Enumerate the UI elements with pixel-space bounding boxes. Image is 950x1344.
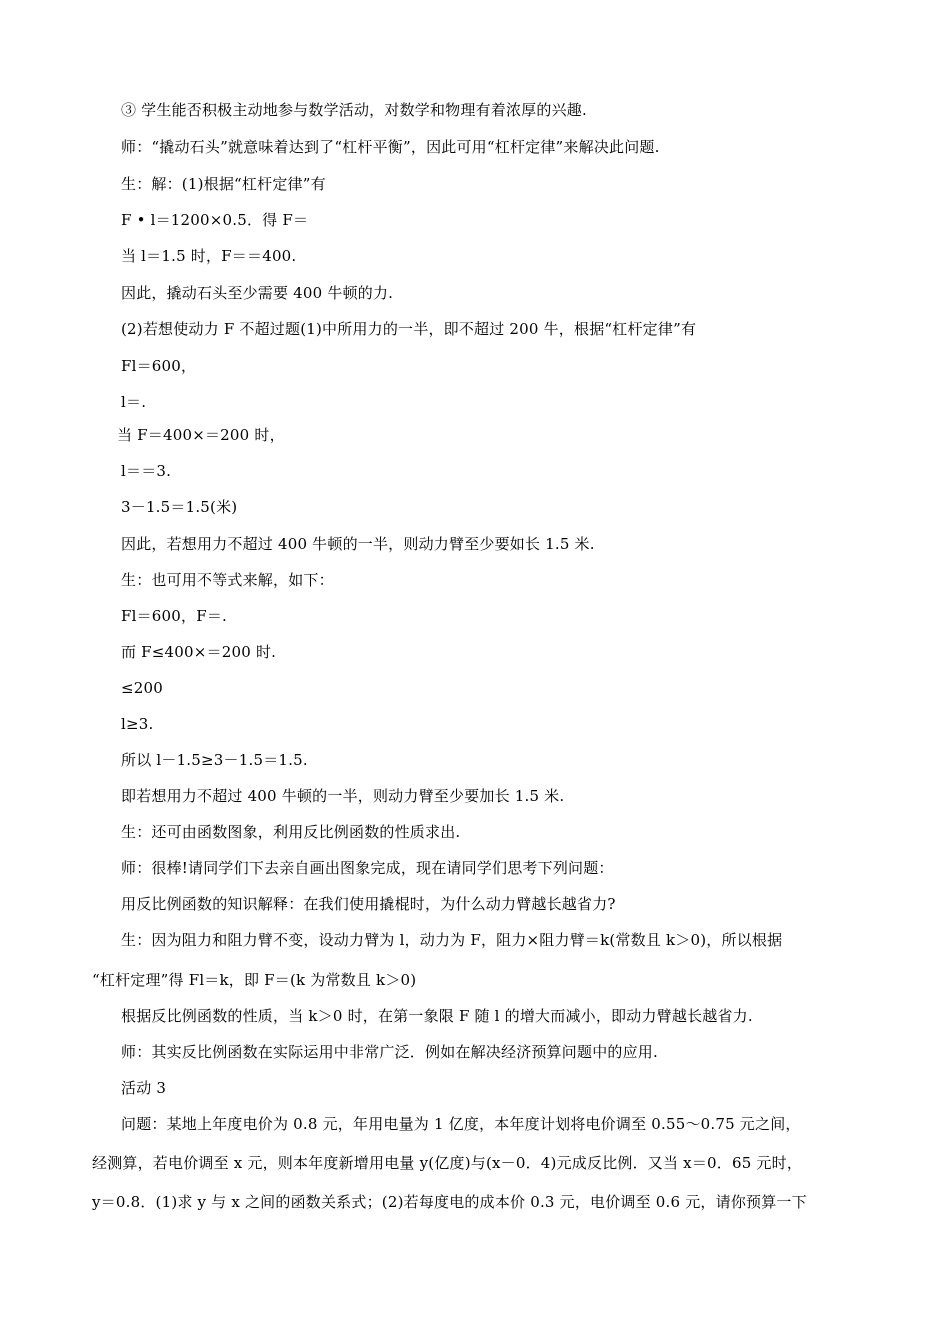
- text-line-8: Fl＝600，: [121, 357, 197, 375]
- text-line-9: l＝.: [121, 393, 147, 411]
- text-line-27: 师：其实反比例函数在实际运用中非常广泛．例如在解决经济预算问题中的应用.: [121, 1043, 658, 1061]
- text-line-4: F • l＝1200×0.5．得 F＝: [121, 211, 309, 229]
- text-line-20: 即若想用力不超过 400 牛顿的一半，则动力臂至少要加长 1.5 米.: [121, 787, 565, 805]
- text-line-11: l＝＝3.: [121, 462, 172, 480]
- text-line-22: 师：很棒!请同学们下去亲自画出图象完成，现在请同学们思考下列问题：: [121, 859, 614, 877]
- text-line-2: 师：“撬动石头”就意味着达到了“杠杆平衡”，因此可用“杠杆定律”来解决此问题.: [121, 138, 660, 156]
- text-line-18: l≥3.: [121, 715, 154, 733]
- text-line-10: 当 F＝400×＝200 时，: [117, 426, 285, 444]
- text-line-12: 3－1.5＝1.5(米): [121, 498, 238, 516]
- text-line-31: y＝0.8．(1)求 y 与 x 之间的函数关系式；(2)若每度电的成本价 0.3 元，电价调至 0.6 元，请你预算一下: [92, 1193, 807, 1211]
- text-line-26: 根据反比例函数的性质，当 k＞0 时，在第一象限 F 随 l 的增大而减小，即动力臂越长越省力.: [121, 1007, 753, 1025]
- text-line-21: 生：还可由函数图象，利用反比例函数的性质求出.: [121, 823, 461, 841]
- text-line-13: 因此，若想用力不超过 400 牛顿的一半，则动力臂至少要如长 1.5 米.: [121, 535, 595, 553]
- text-line-29: 问题：某地上年度电价为 0.8 元，年用电量为 1 亿度，本年度计划将电价调至 0.55～0.75 元之间，: [121, 1115, 801, 1133]
- text-line-19: 所以 l－1.5≥3－1.5＝1.5.: [121, 751, 308, 769]
- text-line-5: 当 l＝1.5 时，F＝＝400.: [121, 247, 297, 265]
- text-line-23: 用反比例函数的知识解释：在我们使用撬棍时，为什么动力臂越长越省力?: [121, 895, 616, 913]
- text-line-28: 活动 3: [121, 1079, 167, 1097]
- text-line-30: 经测算，若电价调至 x 元，则本年度新增用电量 y(亿度)与(x－0．4)元成反比例．又当 x＝0．65 元时，: [92, 1154, 803, 1172]
- text-line-17: ≤200: [121, 679, 163, 697]
- text-line-25: “杠杆定理”得 Fl＝k，即 F＝(k 为常数且 k＞0): [92, 971, 417, 989]
- text-line-15: Fl＝600，F＝.: [121, 607, 228, 625]
- text-line-16: 而 F≤400×＝200 时.: [121, 643, 277, 661]
- text-line-6: 因此，撬动石头至少需要 400 牛顿的力.: [121, 284, 394, 302]
- text-line-1: ③ 学生能否积极主动地参与数学活动，对数学和物理有着浓厚的兴趣.: [121, 101, 587, 119]
- text-line-14: 生：也可用不等式来解，如下：: [121, 571, 334, 589]
- text-line-3: 生：解：(1)根据“杠杆定律”有: [121, 175, 326, 193]
- text-line-7: (2)若想使动力 F 不超过题(1)中所用力的一半，即不超过 200 牛，根据“杠杆定律”有: [121, 320, 697, 338]
- text-line-24: 生：因为阻力和阻力臂不变，设动力臂为 l，动力为 F，阻力×阻力臂＝k(常数且 k＞0)，所以根据: [121, 931, 783, 949]
